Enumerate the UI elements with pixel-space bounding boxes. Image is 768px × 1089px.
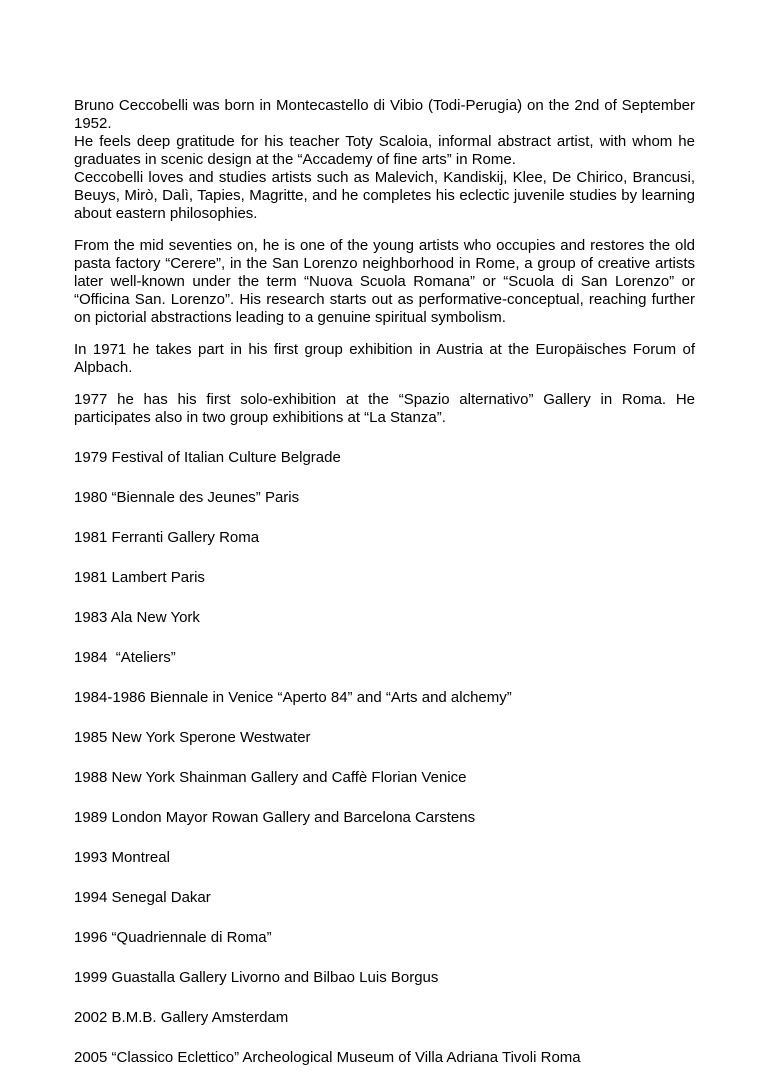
influences-text: Ceccobelli loves and studies artists such as Malevich, Kandiskij, Klee, De Chirico, Brancusi, Beuys, Mirò, Dalì, Tapies, Magritte, and he completes his eclectic juvenile studies by learning about eastern philosophies. [74,169,695,222]
timeline-entry: 1984-1986 Biennale in Venice “Aperto 84” and “Arts and alchemy” [74,689,512,706]
timeline-entry: 1981 Ferranti Gallery Roma [74,529,260,546]
timeline-entry: 1989 London Mayor Rowan Gallery and Barcelona Carstens [74,809,476,826]
timeline-entry: 1980 “Biennale des Jeunes” Paris [74,489,300,506]
timeline-entry: 1999 Guastalla Gallery Livorno and Bilbao Luis Borgus [74,969,439,986]
exhibition-timeline [74,449,695,1067]
first-solo-paragraph: 1977 he has his first solo-exhibition at the “Spazio alternativo” Gallery in Roma. He participates also in two group exhibitions at “La Stanza”. [74,391,695,426]
timeline-entry: 1979 Festival of Italian Culture Belgrade [74,449,341,466]
birth-text: Bruno Ceccobelli was born in Montecastello di Vibio (Todi-Perugia) on the 2nd of September 1952. [74,97,695,132]
timeline-entry: 1994 Senegal Dakar [74,889,211,906]
timeline-entry: 1993 Montreal [74,849,170,866]
document-page [74,97,695,1089]
teacher-text: He feels deep gratitude for his teacher Toty Scaloia, informal abstract artist, with whom he graduates in scenic design at the “Accademy of fine arts” in Rome. [74,133,695,168]
timeline-entry: 1996 “Quadriennale di Roma” [74,929,272,946]
timeline-entry: 2002 B.M.B. Gallery Amsterdam [74,1009,289,1026]
timeline-entry: 2005 “Classico Eclettico” Archeological Museum of Villa Adriana Tivoli Roma [74,1049,581,1066]
timeline-entry: 1983 Ala New York [74,609,200,626]
timeline-entry: 1985 New York Sperone Westwater [74,729,311,746]
first-group-paragraph: In 1971 he takes part in his first group exhibition in Austria at the Europäisches Forum of Alpbach. [74,341,695,376]
timeline-entry: 1981 Lambert Paris [74,569,205,586]
timeline-entry: 1988 New York Shainman Gallery and Caffè Florian Venice [74,769,467,786]
intro-paragraph [74,97,695,223]
timeline-entry: 1984 “Ateliers” [74,649,176,666]
pasta-factory-paragraph: From the mid seventies on, he is one of the young artists who occupies and restores the old pasta factory “Cerere”, in the San Lorenzo neighborhood in Rome, a group of creative artists later well-known under the term “Nuova Scuola Romana” or “Scuola di San Lorenzo” or “Officina San. Lorenzo”. His research starts out as performative-conceptual, reaching further on pictorial abstractions leading to a genuine spiritual symbolism. [74,237,695,326]
